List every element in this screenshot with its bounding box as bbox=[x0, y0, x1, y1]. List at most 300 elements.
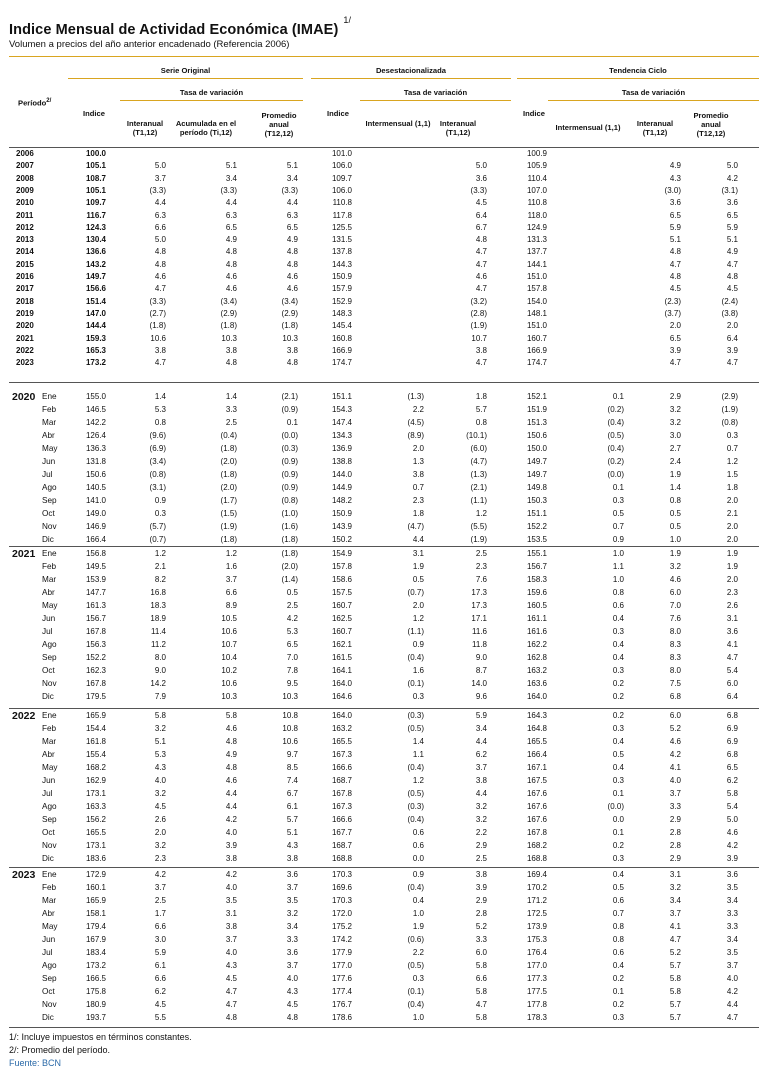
cell-indice-orig: 160.1 bbox=[85, 883, 106, 892]
cell-indice-tend: 166.4 bbox=[526, 750, 547, 759]
cell-indice-desest: 175.2 bbox=[331, 922, 352, 931]
cell-interanual-tend: 3.4 bbox=[669, 896, 681, 905]
cell-interanual-orig: 4.7 bbox=[154, 358, 166, 368]
cell-interanual-desest: 6.4 bbox=[475, 210, 487, 220]
group-header-desest: Desestacionalizada bbox=[375, 66, 447, 75]
cell-interanual-tend: 3.9 bbox=[669, 345, 681, 355]
cell-interanual-tend: 5.2 bbox=[669, 948, 681, 957]
cell-intermensual-desest: 0.6 bbox=[412, 841, 424, 850]
row-label-month: Mar bbox=[42, 418, 57, 427]
cell-interanual-desest: 6.2 bbox=[475, 750, 487, 759]
cell-promedio-tend: 5.4 bbox=[726, 666, 738, 675]
cell-promedio-orig: (3.3) bbox=[281, 185, 298, 195]
cell-promedio-orig: (0.8) bbox=[281, 496, 298, 505]
cell-indice-orig: 167.9 bbox=[85, 935, 106, 944]
cell-indice-orig: 147.0 bbox=[85, 308, 106, 318]
row-label-year: 2018 bbox=[16, 296, 34, 306]
cell-intermensual-desest: 1.0 bbox=[412, 1013, 424, 1022]
row-label-year: 2008 bbox=[16, 173, 34, 183]
cell-intermensual-tend: 0.1 bbox=[612, 789, 624, 798]
cell-promedio-orig: 4.2 bbox=[286, 614, 298, 623]
cell-acumulada-orig: (1.8) bbox=[220, 321, 237, 331]
cell-intermensual-tend: 0.6 bbox=[612, 948, 624, 957]
cell-indice-tend: 171.2 bbox=[526, 896, 547, 905]
cell-interanual-desest: 5.7 bbox=[475, 405, 487, 414]
cell-interanual-desest: (10.1) bbox=[466, 431, 487, 440]
cell-indice-tend: 169.4 bbox=[526, 870, 547, 879]
cell-intermensual-desest: 1.3 bbox=[412, 457, 424, 466]
cell-indice-desest: 168.7 bbox=[331, 841, 352, 850]
cell-interanual-desest: 5.8 bbox=[475, 987, 487, 996]
cell-acumulada-orig: 3.4 bbox=[225, 173, 237, 183]
row-label-month: Ago bbox=[42, 640, 57, 649]
group-header-tendencia: Tendencia Ciclo bbox=[609, 66, 667, 75]
cell-promedio-tend: 4.2 bbox=[726, 173, 738, 183]
cell-promedio-tend: 3.1 bbox=[726, 614, 738, 623]
cell-indice-orig: 173.2 bbox=[85, 358, 106, 368]
cell-intermensual-desest: (0.5) bbox=[407, 724, 424, 733]
cell-promedio-tend: 4.7 bbox=[726, 653, 738, 662]
cell-acumulada-orig: 4.0 bbox=[225, 883, 237, 892]
cell-indice-desest: 166.9 bbox=[331, 345, 352, 355]
cell-promedio-tend: 4.2 bbox=[726, 987, 738, 996]
cell-promedio-tend: 5.0 bbox=[726, 815, 738, 824]
row-label-month: Sep bbox=[42, 496, 57, 505]
cell-interanual-tend: 6.8 bbox=[669, 692, 681, 701]
cell-indice-desest: 170.3 bbox=[331, 870, 352, 879]
cell-indice-orig: 183.4 bbox=[85, 948, 106, 957]
cell-indice-desest: 158.6 bbox=[331, 575, 352, 584]
cell-promedio-orig: 4.4 bbox=[286, 198, 298, 208]
cell-promedio-orig: 4.8 bbox=[286, 259, 298, 269]
cell-promedio-tend: 2.6 bbox=[726, 601, 738, 610]
row-label-month: Nov bbox=[42, 679, 57, 688]
cell-interanual-desest: 3.8 bbox=[475, 345, 487, 355]
cell-acumulada-orig: 6.3 bbox=[225, 210, 237, 220]
row-label-month: Mar bbox=[42, 575, 57, 584]
cell-promedio-tend: 4.7 bbox=[726, 1013, 738, 1022]
cell-acumulada-orig: 4.2 bbox=[225, 815, 237, 824]
cell-indice-tend: 177.0 bbox=[526, 961, 547, 970]
cell-indice-orig: 146.9 bbox=[85, 522, 106, 531]
cell-indice-tend: 110.4 bbox=[527, 173, 547, 183]
cell-interanual-desest: (2.8) bbox=[470, 308, 487, 318]
cell-interanual-desest: 2.9 bbox=[475, 841, 487, 850]
cell-intermensual-tend: 0.1 bbox=[612, 483, 624, 492]
cell-interanual-tend: 4.8 bbox=[669, 247, 681, 257]
cell-indice-desest: 170.3 bbox=[331, 896, 352, 905]
cell-indice-desest: 177.9 bbox=[331, 948, 352, 957]
cell-indice-desest: 164.1 bbox=[331, 666, 352, 675]
cell-intermensual-desest: 0.9 bbox=[412, 640, 424, 649]
page-subtitle: Volumen a precios del año anterior encadenado (Referencia 2006) bbox=[9, 39, 290, 50]
cell-promedio-orig: (3.4) bbox=[281, 296, 298, 306]
cell-interanual-desest: (2.1) bbox=[470, 483, 487, 492]
cell-indice-tend: 157.8 bbox=[526, 284, 547, 294]
cell-interanual-orig: 6.2 bbox=[154, 987, 166, 996]
cell-promedio-tend: 1.2 bbox=[726, 457, 738, 466]
cell-intermensual-desest: 1.8 bbox=[412, 509, 424, 518]
cell-intermensual-tend: 0.2 bbox=[612, 679, 624, 688]
cell-interanual-tend: 3.2 bbox=[669, 418, 681, 427]
cell-indice-orig: 183.6 bbox=[85, 854, 106, 863]
cell-intermensual-desest: 1.6 bbox=[412, 666, 424, 675]
row-label-year: 2023 bbox=[16, 358, 34, 368]
cell-acumulada-orig: 3.7 bbox=[225, 575, 237, 584]
cell-promedio-tend: 6.2 bbox=[726, 776, 738, 785]
row-label-month: Feb bbox=[42, 883, 57, 892]
cell-indice-tend: 166.9 bbox=[526, 345, 547, 355]
promedio-header-original: Promedio anual (T12,12) bbox=[261, 111, 297, 138]
cell-acumulada-orig: 10.7 bbox=[221, 640, 237, 649]
cell-indice-orig: 105.1 bbox=[85, 185, 106, 195]
cell-indice-desest: 177.6 bbox=[331, 974, 352, 983]
cell-indice-desest: 167.8 bbox=[331, 789, 352, 798]
cell-interanual-tend: 7.5 bbox=[669, 679, 681, 688]
cell-interanual-desest: 5.0 bbox=[475, 161, 487, 171]
cell-indice-orig: 156.6 bbox=[85, 284, 106, 294]
footnote-2: 2/: Promedio del período. bbox=[9, 1045, 111, 1055]
cell-promedio-tend: 3.6 bbox=[726, 870, 738, 879]
cell-indice-desest: 143.9 bbox=[331, 522, 352, 531]
cell-promedio-orig: 7.0 bbox=[286, 653, 298, 662]
cell-promedio-orig: (0.9) bbox=[281, 483, 298, 492]
cell-indice-desest: 160.8 bbox=[331, 333, 352, 343]
cell-interanual-desest: 8.7 bbox=[475, 666, 487, 675]
cell-indice-orig: 179.4 bbox=[85, 922, 106, 931]
cell-interanual-desest: 6.6 bbox=[475, 974, 487, 983]
cell-interanual-tend: 5.8 bbox=[669, 974, 681, 983]
row-label-month: Feb bbox=[42, 405, 57, 414]
cell-acumulada-orig: 4.6 bbox=[225, 272, 237, 281]
cell-acumulada-orig: 8.9 bbox=[225, 601, 237, 610]
cell-interanual-orig: 2.6 bbox=[154, 815, 166, 824]
indice-header-tendencia: Indice bbox=[523, 109, 545, 118]
cell-interanual-desest: (1.9) bbox=[470, 321, 487, 331]
cell-interanual-orig: 0.8 bbox=[154, 418, 166, 427]
cell-acumulada-orig: 3.1 bbox=[225, 909, 237, 918]
row-label-year: 2013 bbox=[16, 235, 34, 245]
cell-intermensual-tend: 0.5 bbox=[612, 750, 624, 759]
row-label-year: 2017 bbox=[16, 284, 34, 294]
cell-indice-orig: 146.5 bbox=[85, 405, 106, 414]
row-label-month: Jun bbox=[42, 457, 56, 466]
cell-promedio-orig: 9.7 bbox=[286, 750, 298, 759]
cell-interanual-orig: 2.3 bbox=[154, 854, 166, 863]
cell-intermensual-tend: 0.3 bbox=[612, 627, 624, 636]
cell-acumulada-orig: 5.8 bbox=[225, 711, 237, 720]
cell-interanual-orig: 6.6 bbox=[154, 222, 166, 232]
cell-intermensual-tend: (0.5) bbox=[607, 431, 624, 440]
cell-indice-desest: 177.0 bbox=[331, 961, 352, 970]
cell-intermensual-desest: 2.0 bbox=[412, 601, 424, 610]
cell-indice-tend: 178.3 bbox=[526, 1013, 547, 1022]
cell-indice-orig: 149.7 bbox=[85, 272, 106, 281]
cell-acumulada-orig: 4.6 bbox=[225, 284, 237, 294]
cell-intermensual-tend: 1.1 bbox=[612, 562, 624, 571]
row-label-month: Ene bbox=[42, 549, 57, 558]
title-note: 1/ bbox=[343, 15, 352, 25]
cell-indice-orig: 173.2 bbox=[85, 961, 106, 970]
cell-interanual-orig: 4.6 bbox=[154, 272, 166, 281]
cell-interanual-orig: 11.4 bbox=[151, 627, 166, 636]
cell-indice-orig: 165.9 bbox=[85, 711, 106, 720]
cell-interanual-orig: 4.3 bbox=[154, 763, 166, 772]
cell-interanual-orig: 9.0 bbox=[154, 666, 166, 675]
cell-acumulada-orig: (2.9) bbox=[220, 308, 237, 318]
cell-interanual-orig: 3.2 bbox=[154, 724, 166, 733]
cell-interanual-desest: 3.2 bbox=[475, 802, 487, 811]
cell-interanual-desest: 4.8 bbox=[475, 235, 487, 245]
cell-indice-orig: 166.4 bbox=[85, 535, 106, 544]
cell-interanual-tend: 2.7 bbox=[669, 444, 681, 453]
top-rule bbox=[9, 56, 759, 57]
cell-interanual-desest: 9.6 bbox=[475, 692, 487, 701]
cell-promedio-orig: (0.9) bbox=[281, 405, 298, 414]
cell-intermensual-tend: 0.2 bbox=[612, 841, 624, 850]
cell-acumulada-orig: (1.8) bbox=[220, 444, 237, 453]
cell-interanual-tend: 5.7 bbox=[669, 1000, 681, 1009]
cell-indice-orig: 147.7 bbox=[85, 588, 106, 597]
cell-indice-tend: 167.6 bbox=[526, 815, 547, 824]
cell-promedio-tend: 1.8 bbox=[726, 483, 738, 492]
cell-interanual-orig: 18.3 bbox=[150, 601, 166, 610]
cell-intermensual-tend: 0.8 bbox=[612, 588, 624, 597]
cell-interanual-tend: 3.3 bbox=[669, 802, 681, 811]
cell-promedio-orig: (1.8) bbox=[281, 321, 298, 331]
cell-intermensual-desest: 3.1 bbox=[412, 549, 424, 558]
cell-interanual-orig: 3.2 bbox=[154, 789, 166, 798]
cell-interanual-orig: (1.8) bbox=[149, 321, 166, 331]
cell-indice-tend: 155.1 bbox=[526, 549, 547, 558]
cell-promedio-tend: (2.4) bbox=[721, 296, 738, 306]
cell-indice-desest: 162.1 bbox=[331, 640, 352, 649]
cell-interanual-orig: 4.2 bbox=[154, 870, 166, 879]
row-label-month: Ago bbox=[42, 802, 57, 811]
cell-intermensual-tend: 0.7 bbox=[612, 522, 624, 531]
row-label-month: Sep bbox=[42, 974, 57, 983]
cell-interanual-desest: 1.8 bbox=[475, 392, 487, 401]
cell-interanual-desest: 5.2 bbox=[475, 922, 487, 931]
cell-acumulada-orig: 1.2 bbox=[225, 549, 237, 558]
cell-intermensual-desest: (4.5) bbox=[407, 418, 424, 427]
cell-indice-tend: 168.2 bbox=[526, 841, 547, 850]
cell-indice-orig: 151.4 bbox=[85, 296, 106, 306]
cell-promedio-tend: (2.9) bbox=[721, 392, 738, 401]
cell-promedio-orig: 0.1 bbox=[286, 418, 298, 427]
row-label-year: 2012 bbox=[16, 222, 34, 232]
block-year-label: 2020 bbox=[12, 391, 36, 403]
cell-promedio-tend: 1.5 bbox=[726, 470, 738, 479]
cell-interanual-orig: 3.7 bbox=[154, 883, 166, 892]
periodo-header: Período$^{2/}$ bbox=[18, 98, 52, 108]
cell-promedio-orig: 6.1 bbox=[286, 802, 298, 811]
cell-intermensual-tend: 0.6 bbox=[612, 896, 624, 905]
cell-interanual-desest: (1.3) bbox=[470, 470, 487, 479]
cell-intermensual-tend: 0.3 bbox=[612, 776, 624, 785]
cell-indice-tend: 107.0 bbox=[526, 185, 547, 195]
cell-intermensual-desest: (1.3) bbox=[407, 392, 424, 401]
cell-interanual-tend: 4.7 bbox=[669, 259, 681, 269]
cell-promedio-orig: 4.9 bbox=[286, 235, 298, 245]
cell-indice-desest: 164.0 bbox=[331, 711, 352, 720]
cell-intermensual-tend: 0.1 bbox=[612, 828, 624, 837]
cell-indice-orig: 162.9 bbox=[85, 776, 106, 785]
cell-acumulada-orig: (3.3) bbox=[220, 185, 237, 195]
cell-interanual-orig: 7.9 bbox=[154, 692, 166, 701]
cell-interanual-desest: 5.8 bbox=[475, 961, 487, 970]
cell-intermensual-desest: 1.9 bbox=[412, 562, 424, 571]
cell-indice-orig: 179.5 bbox=[85, 692, 106, 701]
cell-promedio-orig: 2.5 bbox=[286, 601, 298, 610]
cell-intermensual-desest: 1.4 bbox=[412, 737, 424, 746]
cell-promedio-tend: 6.8 bbox=[726, 711, 738, 720]
cell-interanual-desest: (4.7) bbox=[470, 457, 487, 466]
cell-intermensual-tend: 0.4 bbox=[612, 763, 624, 772]
cell-indice-desest: 131.5 bbox=[331, 235, 352, 245]
cell-interanual-desest: 1.2 bbox=[475, 509, 487, 518]
cell-intermensual-tend: 0.2 bbox=[612, 692, 624, 701]
cell-indice-orig: 131.8 bbox=[85, 457, 106, 466]
cell-indice-tend: 167.1 bbox=[526, 763, 547, 772]
cell-indice-desest: 178.6 bbox=[331, 1013, 352, 1022]
cell-indice-desest: 160.7 bbox=[331, 601, 352, 610]
cell-indice-tend: 161.1 bbox=[526, 614, 547, 623]
cell-interanual-desest: 3.2 bbox=[475, 815, 487, 824]
cell-indice-desest: 168.8 bbox=[331, 854, 352, 863]
cell-interanual-desest: 17.1 bbox=[471, 614, 487, 623]
cell-indice-desest: 154.3 bbox=[331, 405, 352, 414]
cell-promedio-tend: (1.9) bbox=[721, 405, 738, 414]
cell-intermensual-tend: 0.0 bbox=[612, 815, 624, 824]
cell-indice-tend: 150.0 bbox=[526, 444, 547, 453]
row-label-year: 2016 bbox=[16, 272, 34, 281]
cell-indice-tend: 163.2 bbox=[526, 666, 547, 675]
cell-interanual-desest: 2.3 bbox=[475, 562, 487, 571]
cell-intermensual-desest: (0.3) bbox=[407, 711, 424, 720]
cell-promedio-orig: 0.5 bbox=[286, 588, 298, 597]
cell-promedio-orig: 4.8 bbox=[286, 1013, 298, 1022]
cell-indice-orig: 140.5 bbox=[85, 483, 106, 492]
cell-promedio-orig: 3.6 bbox=[286, 870, 298, 879]
cell-promedio-orig: 4.8 bbox=[286, 247, 298, 257]
cell-interanual-orig: 5.1 bbox=[154, 737, 166, 746]
cell-interanual-orig: 3.8 bbox=[154, 345, 166, 355]
cell-promedio-orig: 3.3 bbox=[286, 935, 298, 944]
cell-indice-tend: 152.2 bbox=[526, 522, 547, 531]
cell-interanual-tend: 1.0 bbox=[669, 535, 681, 544]
cell-indice-desest: 165.5 bbox=[331, 737, 352, 746]
cell-intermensual-tend: 0.3 bbox=[612, 496, 624, 505]
cell-interanual-tend: 2.8 bbox=[669, 828, 681, 837]
cell-indice-tend: 167.8 bbox=[526, 828, 547, 837]
cell-indice-tend: 174.7 bbox=[526, 358, 547, 368]
cell-intermensual-desest: (0.4) bbox=[407, 653, 424, 662]
cell-indice-desest: 148.3 bbox=[331, 308, 352, 318]
cell-promedio-orig: (2.1) bbox=[281, 392, 298, 401]
cell-promedio-orig: 4.8 bbox=[286, 358, 298, 368]
cell-interanual-desest: 4.6 bbox=[475, 272, 487, 281]
cell-promedio-tend: 6.8 bbox=[726, 750, 738, 759]
cell-indice-tend: 165.5 bbox=[526, 737, 547, 746]
cell-indice-tend: 105.9 bbox=[526, 161, 547, 171]
row-label-month: Ene bbox=[42, 870, 57, 879]
cell-intermensual-tend: 0.1 bbox=[612, 987, 624, 996]
cell-indice-desest: 176.7 bbox=[331, 1000, 352, 1009]
cell-interanual-tend: 5.2 bbox=[669, 724, 681, 733]
cell-interanual-orig: 4.4 bbox=[154, 198, 166, 208]
cell-promedio-orig: 3.7 bbox=[286, 961, 298, 970]
cell-promedio-tend: 6.0 bbox=[726, 679, 738, 688]
cell-acumulada-orig: 10.5 bbox=[221, 614, 237, 623]
cell-indice-tend: 150.3 bbox=[526, 496, 547, 505]
cell-indice-tend: 159.6 bbox=[526, 588, 547, 597]
cell-intermensual-desest: (0.6) bbox=[407, 935, 424, 944]
cell-indice-orig: 153.9 bbox=[85, 575, 106, 584]
cell-indice-orig: 161.8 bbox=[85, 737, 106, 746]
row-label-month: Sep bbox=[42, 653, 57, 662]
cell-interanual-desest: 4.5 bbox=[475, 198, 487, 208]
cell-indice-desest: 168.7 bbox=[331, 776, 352, 785]
cell-interanual-orig: 2.1 bbox=[154, 562, 166, 571]
cell-indice-orig: 144.4 bbox=[85, 321, 106, 331]
row-label-month: May bbox=[42, 763, 58, 772]
cell-interanual-tend: 4.5 bbox=[669, 284, 681, 294]
cell-promedio-orig: 4.6 bbox=[286, 272, 298, 281]
cell-intermensual-desest: (0.1) bbox=[407, 679, 424, 688]
cell-interanual-orig: (3.3) bbox=[149, 296, 166, 306]
cell-interanual-desest: (1.1) bbox=[470, 496, 487, 505]
cell-acumulada-orig: 4.4 bbox=[225, 198, 237, 208]
cell-acumulada-orig: 4.8 bbox=[225, 259, 237, 269]
cell-indice-desest: 154.9 bbox=[331, 549, 352, 558]
cell-promedio-orig: 5.3 bbox=[286, 627, 298, 636]
group-rule-1 bbox=[68, 78, 303, 79]
cell-promedio-tend: 3.6 bbox=[726, 627, 738, 636]
cell-acumulada-orig: 4.4 bbox=[225, 789, 237, 798]
cell-indice-tend: 110.8 bbox=[527, 198, 547, 208]
cell-intermensual-tend: (0.2) bbox=[607, 405, 624, 414]
cell-indice-desest: 164.6 bbox=[331, 692, 352, 701]
cell-promedio-tend: 1.9 bbox=[726, 549, 738, 558]
cell-indice-orig: 168.2 bbox=[85, 763, 106, 772]
cell-indice-desest: 152.9 bbox=[331, 296, 352, 306]
cell-indice-desest: 106.0 bbox=[331, 161, 352, 171]
cell-acumulada-orig: (1.8) bbox=[220, 535, 237, 544]
cell-interanual-desest: 3.8 bbox=[475, 776, 487, 785]
cell-intermensual-desest: (0.4) bbox=[407, 763, 424, 772]
cell-promedio-orig: (2.0) bbox=[281, 562, 298, 571]
cell-promedio-orig: (2.9) bbox=[281, 308, 298, 318]
cell-interanual-orig: (3.4) bbox=[149, 457, 166, 466]
cell-promedio-tend: (0.8) bbox=[721, 418, 738, 427]
cell-promedio-orig: 6.5 bbox=[286, 222, 298, 232]
cell-promedio-orig: 5.1 bbox=[286, 161, 298, 171]
cell-indice-orig: 156.2 bbox=[85, 815, 106, 824]
source-note: Fuente: BCN bbox=[9, 1058, 62, 1068]
cell-interanual-tend: 5.7 bbox=[669, 961, 681, 970]
cell-intermensual-tend: 0.2 bbox=[612, 1000, 624, 1009]
row-label-month: Jul bbox=[42, 789, 53, 798]
cell-intermensual-tend: 0.5 bbox=[612, 883, 624, 892]
cell-acumulada-orig: 3.7 bbox=[225, 935, 237, 944]
cell-promedio-tend: 4.1 bbox=[726, 640, 738, 649]
year-block-rule bbox=[9, 546, 759, 547]
cell-indice-desest: 150.9 bbox=[331, 509, 352, 518]
cell-interanual-orig: 6.3 bbox=[154, 210, 166, 220]
cell-acumulada-orig: (1.5) bbox=[220, 509, 237, 518]
row-label-year: 2011 bbox=[16, 210, 34, 220]
